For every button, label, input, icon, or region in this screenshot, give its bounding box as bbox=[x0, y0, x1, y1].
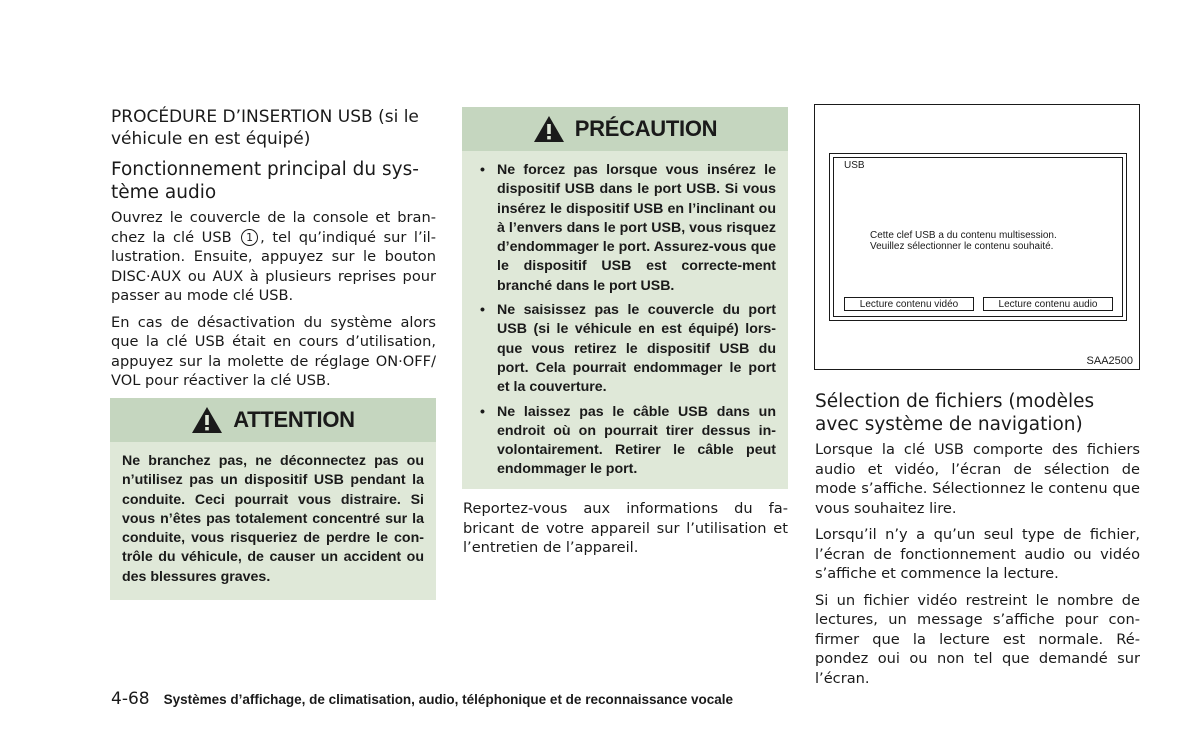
attention-text: Ne branchez pas, ne déconnectez pas ou n’utilisez pas un dispositif USB pendant la conduite. Ceci pourrait vous distraire. Si vous n’êtes pas totalement concentré sur la conduite, vous risqueriez de perdre le con-trôle du véhicule, de causer un accident ou des blessures graves. bbox=[122, 453, 424, 585]
screen-message bbox=[870, 230, 1057, 252]
subheading-file-selection: Sélection de fichiers (modèles avec système de navigation) bbox=[815, 391, 1095, 435]
precaution-item: • Ne laissez pas le câble USB dans un endroit où on pourrait tirer dessus in-volontairement. Retirer le câble peut endommager le port. bbox=[474, 403, 776, 480]
attention-box bbox=[110, 398, 436, 600]
page-footer bbox=[111, 689, 733, 709]
precaution-list bbox=[474, 161, 776, 480]
paragraph-single-file-type: Lorsqu’il n’y a qu’un seul type de fichier, l’écran de fonctionnement audio ou vidéo s’affiche et commence la lecture. bbox=[815, 526, 1140, 582]
precaution-box bbox=[462, 107, 788, 489]
paragraph-usb-connect bbox=[111, 208, 436, 306]
paragraph-usb-connect-part1: Ouvrez le couvercle de la console et bran-chez la clé USB bbox=[111, 209, 436, 246]
paragraph-manufacturer-info: Reportez-vous aux informations du fa-bricant de votre appareil sur l’utilisation et l’entretien de l’appareil. bbox=[463, 500, 788, 556]
screen-title: USB bbox=[844, 160, 865, 171]
section-heading-usb-insertion: PROCÉDURE D’INSERTION USB (si le véhicule en est équipé) bbox=[111, 107, 419, 149]
page-number: 4-68 bbox=[111, 689, 150, 709]
callout-number-icon: 1 bbox=[241, 229, 258, 246]
display-screen bbox=[829, 153, 1127, 321]
warning-triangle-icon bbox=[533, 115, 565, 143]
precaution-body bbox=[462, 151, 788, 497]
paragraph-audio-video-files: Lorsque la clé USB comporte des fichiers audio et vidéo, l’écran de sélection de mode s’affiche. Sélectionnez le contenu que vous souhaitez lire. bbox=[815, 441, 1140, 517]
screen-message-line1: Cette clef USB a du contenu multisession. bbox=[870, 230, 1057, 241]
precaution-header bbox=[462, 107, 788, 151]
precaution-item: • Ne saisissez pas le couvercle du port USB (si le véhicule en est équipé) lors-que vous retirez le dispositif USB du port. Cela pourrait endommager le port et la couverture. bbox=[474, 301, 776, 397]
subheading-audio-operation: Fonctionnement principal du sys-tème audio bbox=[111, 159, 419, 203]
paragraph-reactivate-usb: En cas de désactivation du système alors que la clé USB était en cours d’utilisation, appuyez sur la molette de réglage ON·OFF/ VOL pour réactiver la clé USB. bbox=[111, 313, 436, 389]
play-video-content-button[interactable]: Lecture contenu vidéo bbox=[844, 297, 974, 311]
precaution-title: PRÉCAUTION bbox=[574, 116, 718, 141]
attention-body bbox=[110, 442, 436, 599]
left-column bbox=[111, 106, 436, 398]
display-screen-frame bbox=[833, 157, 1123, 317]
figure-code: SAA2500 bbox=[1086, 355, 1133, 367]
play-audio-content-button[interactable]: Lecture contenu audio bbox=[983, 297, 1113, 311]
paragraph-video-restriction: Si un fichier vidéo restreint le nombre de lectures, un message s’affiche pour con-firmer que la lecture est normale. Ré-pondez oui ou non tel que demandé sur l’écran. bbox=[815, 591, 1140, 687]
screen-message-line2: Veuillez sélectionner le contenu souhaité. bbox=[870, 241, 1054, 252]
precaution-item: • Ne forcez pas lorsque vous insérez le dispositif USB dans le port USB. Si vous insérez le dispositif USB en l’inclinant ou à l’envers dans le port USB, vous risquez d’endommager le port. Assurez-vous que le dispositif USB est correcte-ment branché dans le port USB. bbox=[474, 161, 776, 296]
paragraph-usb-connect-part2: , tel qu’indiqué sur l’il-lustration. Ensuite, appuyez sur le bouton DISC·AUX ou AUX à plusieurs reprises pour passer au mode clé USB. bbox=[111, 228, 436, 304]
usb-screen-figure bbox=[814, 104, 1140, 370]
warning-triangle-icon bbox=[191, 406, 223, 434]
right-column bbox=[815, 390, 1140, 695]
attention-header bbox=[110, 398, 436, 442]
middle-column bbox=[463, 499, 788, 565]
chapter-title: Systèmes d’affichage, de climatisation, audio, téléphonique et de reconnaissance vocale bbox=[163, 692, 734, 707]
attention-title: ATTENTION bbox=[233, 407, 355, 432]
